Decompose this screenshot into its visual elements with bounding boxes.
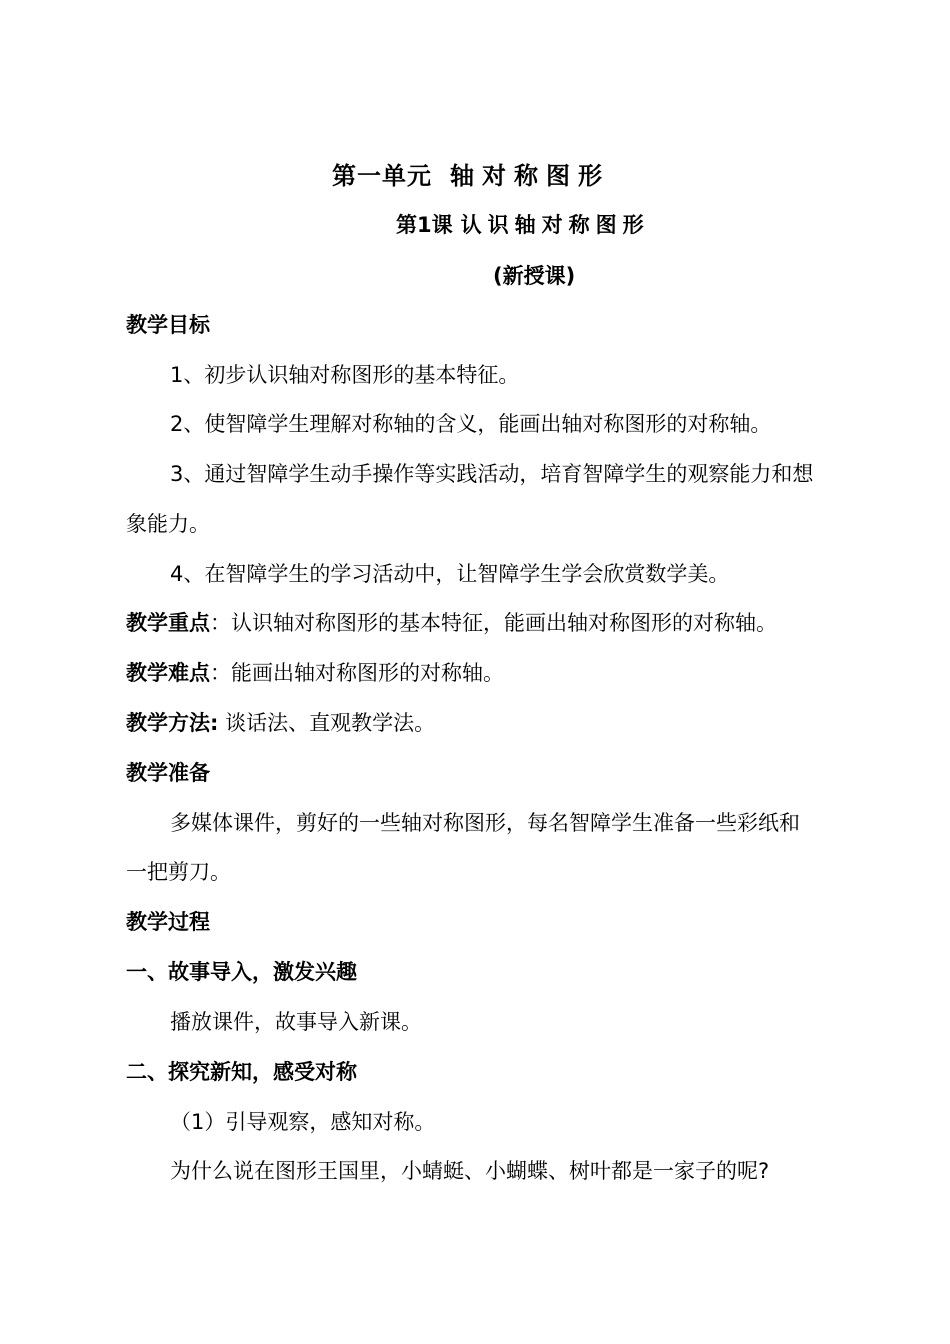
objective-2: 2、使智障学生理解对称轴的含义，能画出轴对称图形的对称轴。 [170, 412, 772, 436]
key-points [126, 609, 777, 637]
preparation-heading: 教学准备 [126, 761, 210, 785]
unit-title-prefix: 第一单元 [332, 162, 432, 190]
lesson-number: 第1课 [396, 213, 453, 237]
difficulty-label: 教学难点 [126, 661, 210, 685]
objective-3-line-1: 3、通过智障学生动手操作等实践活动，培育智障学生的观察能力和想 [170, 462, 814, 486]
key-points-label: 教学重点 [126, 611, 210, 635]
unit-title-topic: 轴对称图形 [450, 162, 610, 190]
objective-3-line-2: 象能力。 [126, 512, 210, 536]
section-2-item-1: （1）引导观察，感知对称。 [170, 1110, 436, 1134]
section-1-text: 播放课件，故事导入新课。 [170, 1010, 422, 1034]
section-2-question: 为什么说在图形王国里，小蜻蜓、小蝴蝶、树叶都是一家子的呢? [170, 1159, 770, 1183]
lesson-title-text: 认识轴对称图形 [460, 213, 650, 237]
method [126, 709, 435, 737]
lesson-title [396, 211, 650, 239]
difficulty [126, 659, 504, 687]
process-heading: 教学过程 [126, 910, 210, 934]
method-label: 教学方法: [126, 711, 219, 735]
method-text: 谈话法、直观教学法。 [218, 711, 436, 735]
objectives-heading: 教学目标 [126, 313, 210, 337]
difficulty-text: ：能画出轴对称图形的对称轴。 [210, 661, 504, 685]
unit-title [0, 160, 942, 192]
section-1-heading: 一、故事导入，激发兴趣 [126, 960, 357, 984]
key-points-text: ：认识轴对称图形的基本特征，能画出轴对称图形的对称轴。 [210, 611, 777, 635]
objective-4: 4、在智障学生的学习活动中，让智障学生学会欣赏数学美。 [170, 562, 730, 586]
objective-1: 1、初步认识轴对称图形的基本特征。 [170, 363, 520, 387]
lesson-type: (新授课) [493, 264, 576, 288]
section-2-heading: 二、探究新知，感受对称 [126, 1060, 357, 1084]
preparation-line-2: 一把剪刀。 [126, 860, 231, 884]
preparation-line-1: 多媒体课件，剪好的一些轴对称图形，每名智障学生准备一些彩纸和 [170, 811, 800, 835]
